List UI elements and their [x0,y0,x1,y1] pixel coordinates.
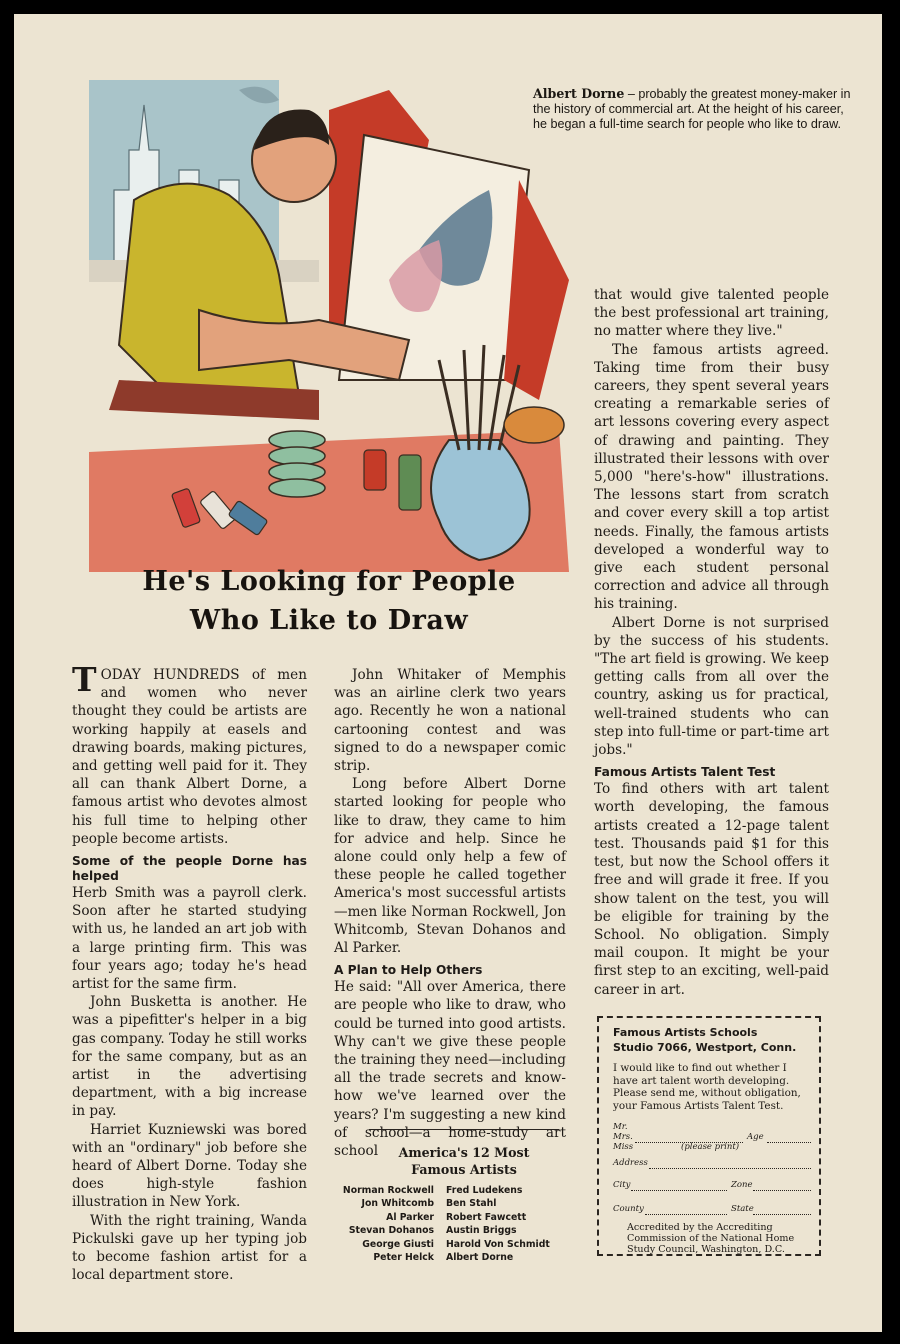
artist-name: Ben Stahl [446,1198,497,1210]
coupon-address-field[interactable] [649,1168,811,1169]
col3-paragraph-3: Albert Dorne is not surprised by the success of his students. "The art field is growing. We keep getting calls from all over the country, asking us for practical, well-trained students who can step into full-time or part-time art jobs." [594,614,829,759]
coupon-label-miss: Miss [613,1142,634,1152]
col1-paragraph-3: John Busketta is another. He was a pipefitter's helper in a big gas company. Today he still works for the same company, but as an artist in the advertising department, with a big increase in pay. [72,994,307,1120]
artists-list-right [446,1184,586,1264]
coupon-age-field[interactable] [767,1142,811,1143]
artist-name: Albert Dorne [446,1252,514,1264]
col1-paragraph-2: Herb Smith was a payroll clerk. Soon after he started studying with us, he landed an art job with a large printing firm. This was four years ago; today he's head artist for the same firm. [72,885,307,993]
artists-rule-top [369,1129,559,1130]
artists-title-1: America's 12 Most [398,1145,530,1160]
col3-paragraph-2: The famous artists agreed. Taking time from their busy careers, they spent several years creating a remarkable series of art lessons covering every aspect of drawing and painting. They illustrated their lessons with over 5,000 "here's-how" illustrations. The lessons start from scratch and cover every skill a top artist needs. Finally, the famous artists developed a wonderful way to give each student personal correction and advice all through his training. [594,341,829,613]
caption-text: – probably the greatest money-maker in the history of commercial art. At the height of his career, he began a full-time search for people who like to draw. [533,87,851,131]
col3-subhead: Famous Artists Talent Test [594,765,776,780]
albert-dorne-illustration [89,80,589,572]
artist-name: Stevan Dohanos [348,1225,434,1237]
coupon-label-age: Age [747,1132,764,1142]
coupon-state-field[interactable] [753,1214,811,1215]
col1-paragraph-5: With the right training, Wanda Pickulski gave up her typing job to become fashion artist for a local department store. [72,1212,307,1284]
artist-name: George Giusti [362,1238,434,1250]
artist-name: Jon Whitcomb [361,1198,434,1210]
headline-line-1: He's Looking for People [142,566,516,597]
coupon-please-print: (please print) [681,1142,740,1152]
artist-name: Fred Ludekens [446,1185,523,1196]
col1-subhead: Some of the people Dorne has helped [72,854,307,884]
col1-paragraph-1: of men and women who never thought they could be artists are working happily at easels and drawing boards, making pictures, and getting well paid for it. They all can thank Albert Dorne, a famous artist who devotes almost his full time to helping other people become artists. [72,667,307,847]
coupon-county-field[interactable] [645,1214,727,1215]
artist-name: Peter Helck [373,1252,434,1264]
artists-list-left [314,1184,434,1264]
mail-coupon[interactable] [597,1016,821,1256]
coupon-heading [613,1026,796,1055]
artist-name: Norman Rockwell [342,1185,434,1196]
artist-name: Austin Briggs [446,1225,517,1237]
article-column-1 [72,660,307,1285]
caption-name: Albert Dorne [533,86,625,101]
illustration-caption [533,86,853,132]
coupon-label-mr: Mr. [613,1122,628,1132]
drop-cap: T [72,660,97,699]
lead-smallcaps: ODAY HUNDREDS [100,667,240,683]
col3-paragraph-1: that would give talented people the best professional art training, no matter where they live." [594,287,829,340]
col2-paragraph-3: He said: "All over America, there are people who like to draw, who could be turned into good artists. Why can't we give these people the training they need—including all the trade secrets and know-how we've learned over the years? I'm suggesting a new kind of school—a home-study art school [334,979,566,1160]
col2-paragraph-2: Long before Albert Dorne started looking for people who like to draw, they came to him for advice and help. Since he alone could only help a few of these people he called together America's most successful artists —men like Norman Rockwell, Jon Whitcomb, Stevan Dohanos and Al Parker. [334,776,566,957]
coupon-zone-field[interactable] [753,1190,811,1191]
coupon-accreditation: Accredited by the Accrediting Commission of the National Home Study Council, Washington, D.C. [627,1222,795,1255]
comic-back-cover-page [14,14,882,1332]
artists-title-2: Famous Artists [411,1162,517,1177]
headline-line-2: Who Like to Draw [189,605,469,636]
coupon-body-text: I would like to find out whether I have art talent worth developing. Please send me, without obligation, your Famous Artists Talent Test. [613,1062,801,1112]
coupon-studio-address: Studio 7066, Westport, Conn. [613,1040,797,1054]
artist-name: Harold Von Schmidt [446,1238,550,1250]
col1-paragraph-4: Harriet Kuzniewski was bored with an "ordinary" job before she heard of Albert Dorne. Today she does high-style fashion illustration in New York. [72,1121,307,1211]
artist-name: Al Parker [386,1211,434,1223]
col2-paragraph-1: John Whitaker of Memphis was an airline clerk two years ago. Recently he won a national cartooning contest and was signed to do a newspaper comic strip. [334,667,566,775]
col3-paragraph-4: To find others with art talent worth developing, the famous artists created a 12-page talent test. Thousands paid $1 for this test, but now the School offers it free and will grade it free. If you show talent on the test, you will be eligible for training by the School. No obligation. Simply mail coupon. It might be your first step to an exciting, well-paid career in art. [594,781,829,998]
coupon-label-zone: Zone [731,1180,753,1190]
coupon-label-mrs: Mrs. [613,1132,633,1142]
col2-subhead: A Plan to Help Others [334,963,483,978]
coupon-city-field[interactable] [631,1190,727,1191]
artist-name: Robert Fawcett [446,1211,527,1223]
coupon-label-city: City [613,1180,631,1190]
coupon-school-name: Famous Artists Schools [613,1026,758,1039]
article-column-2 [334,666,566,1160]
article-column-3 [594,286,829,999]
coupon-label-county: County [613,1204,644,1214]
coupon-label-address: Address [613,1158,648,1168]
coupon-label-state: State [731,1204,754,1214]
